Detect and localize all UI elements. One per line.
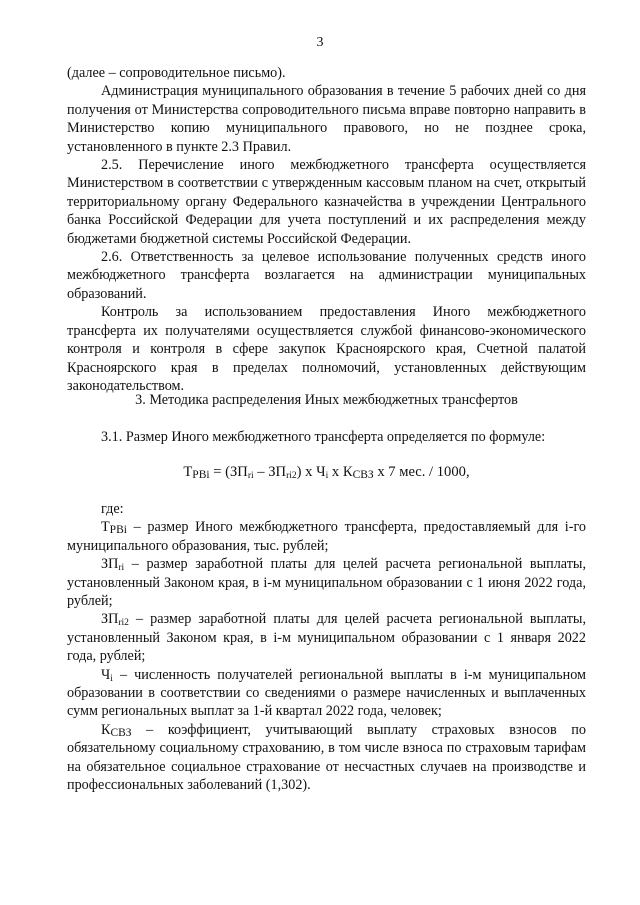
where-label: где: (101, 501, 124, 517)
def-t-sub: РВi (109, 524, 127, 537)
def-zp1-symbol: ЗП (101, 556, 119, 573)
formula-times-k: х К (328, 464, 353, 480)
def-k-sub: СВЗ (110, 726, 132, 739)
formula-tail: х 7 мес. / 1000, (373, 464, 470, 480)
definition-zp1 (67, 555, 586, 610)
formula-zp2-sub: ri2 (286, 471, 297, 481)
def-t-symbol: Т (101, 519, 110, 536)
formula-ch-sub: i (325, 471, 329, 481)
paragraph-2-6: 2.6. Ответственность за целевое использование полученных средств иного межбюджетного трансферта возлагается на администрации муниципальных образований. (67, 249, 586, 302)
paragraph-3-1: 3.1. Размер Иного межбюджетного трансферта определяется по формуле: (101, 429, 546, 445)
section-heading: 3. Методика распределения Иных межбюджетных трансфертов (135, 392, 518, 408)
formula-t-sub: РВi (192, 469, 210, 481)
definition-zp2 (67, 610, 586, 665)
formula-zp1-sub: ri (247, 471, 254, 481)
page-number: 3 (316, 35, 324, 50)
formula-times-ch: ) х Ч (296, 464, 326, 480)
continuation-paragraph: (далее – сопроводительное письмо). (67, 65, 286, 81)
definition-ch (67, 666, 586, 721)
def-zp2-text: – размер заработной платы для целей расчета региональной выплаты, установленный Законом края, в i-м муниципальном образовании с 1 января 2022 года, рублей; (67, 611, 586, 665)
def-ch-text: – численность получателей региональной выплаты в i-м муниципальном образовании в соответствии со сведениями о размере начисленных и выплаченных сумм региональных выплат за 1-й квартал 2022 года, человек; (67, 666, 586, 720)
def-k-symbol: К (101, 721, 111, 738)
formula-minus: – ЗП (253, 464, 287, 480)
paragraph-3-1-block (67, 428, 586, 446)
def-t-text: – размер Иного межбюджетного трансферта, предоставляемый для i-го муниципального образования, тыс. рублей; (67, 519, 586, 554)
paragraph-2-5: 2.5. Перечисление иного межбюджетного трансферта осуществляется Министерством в соответствии с утвержденным кассовым планом на счет, открытый территориальному органу Федерального казначейства в учреждении Центрального банка Российской Федерации для учета поступлений и их распределения между бюджетами бюджетной системы Российской Федерации. (67, 157, 586, 247)
def-ch-sub: i (110, 673, 113, 684)
control-paragraph: Контроль за использованием предоставления Иного межбюджетного трансферта их получателями осуществляется службой финансово-экономического контроля и контроля в сфере закупок Красноярского края, Счетной палатой Красноярского края в пределах полномочий, установленных действующим законодательством. (67, 304, 586, 394)
def-k-text: – коэффициент, учитывающий выплату страховых взносов по обязательному социальному страхованию, в том числе взноса по страховым тарифам на обязательное социальное страхование от несчастных случаев на производстве и профессиональных заболеваний (1,302). (67, 721, 586, 794)
def-ch-symbol: Ч (101, 666, 111, 683)
definition-k (67, 721, 586, 795)
def-zp2-sub: ri2 (118, 618, 129, 629)
formula (67, 463, 586, 481)
formula-k-sub: СВЗ (352, 469, 374, 481)
def-zp2-symbol: ЗП (101, 611, 119, 628)
definitions-block (67, 500, 586, 795)
definition-t (67, 518, 586, 555)
def-zp1-text: – размер заработной платы для целей расчета региональной выплаты, установленный Законом края, в i-м муниципальном образовании с 1 июня 2022 года, рублей; (67, 556, 586, 610)
formula-eq-open: = (ЗП (209, 464, 248, 480)
admin-paragraph: Администрация муниципального образования в течение 5 рабочих дней со дня получения от Министерства сопроводительного письма вправе повторно направить в Министерство копию муниципального правового, но не позднее срока, установленного в пункте 2.3 Правил. (67, 83, 586, 155)
section-2-text (67, 64, 586, 395)
formula-t: Т (183, 464, 193, 480)
def-zp1-sub: ri (118, 563, 125, 574)
